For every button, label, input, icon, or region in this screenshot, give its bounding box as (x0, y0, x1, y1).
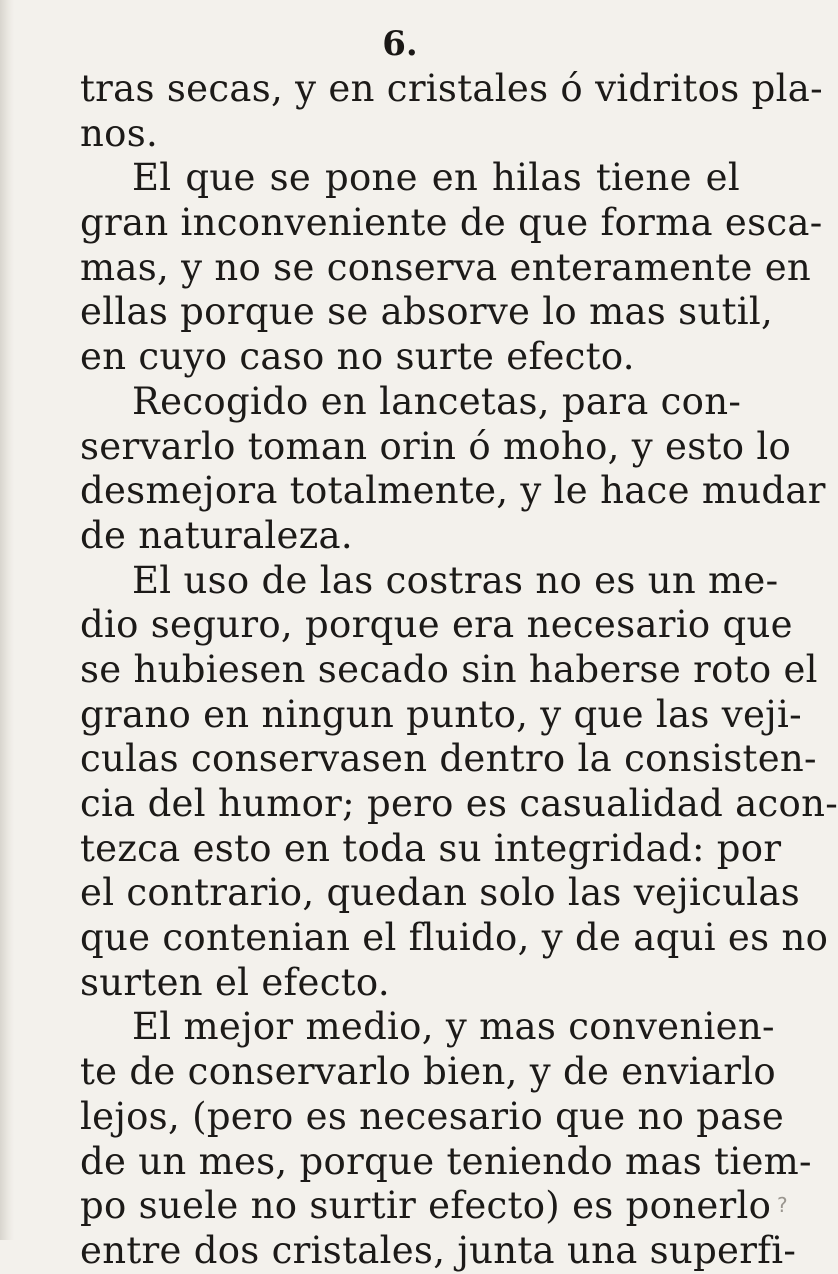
margin-mark: ? (777, 1193, 788, 1217)
text-line: dio seguro, porque era necesario que (80, 603, 793, 647)
text-line: te de conservarlo bien, y de enviarlo (80, 1050, 776, 1094)
text-line: cia del humor; pero es casualidad acon- (80, 782, 838, 825)
text-line: tras secas, y en cristales ó vidritos pla- (80, 67, 823, 110)
text-line: gran inconveniente de que forma esca- (80, 201, 823, 245)
paragraph-start-line: El mejor medio, y mas convenien- (132, 1005, 775, 1049)
body-text (80, 67, 838, 1274)
text-line: entre dos cristales, junta una superfi- (80, 1228, 797, 1272)
text-line: desmejora totalmente, y le hace mudar (80, 469, 826, 513)
text-line: culas conservasen dentro la consisten- (80, 737, 817, 781)
text-line: nos. (80, 111, 159, 155)
text-line: po suele no surtir efecto) es ponerlo (80, 1184, 772, 1228)
text-line: lejos, (pero es necesario que no pase (80, 1094, 785, 1138)
text-line: grano en ningun punto, y que las veji- (80, 692, 802, 736)
paragraph-start-line: Recogido en lancetas, para con- (132, 379, 742, 423)
text-line: se hubiesen secado sin haberse roto el (80, 647, 818, 691)
text-line: el contrario, quedan solo las vejiculas (80, 871, 801, 915)
text-line: de naturaleza. (80, 513, 353, 557)
paragraph-start-line: El que se pone en hilas tiene el (132, 156, 740, 200)
text-line: que contenian el fluido, y de aqui es no (80, 916, 829, 960)
text-line: de un mes, porque teniendo mas tiem- (80, 1139, 812, 1183)
text-line: en cuyo caso no surte efecto. (80, 335, 635, 379)
text-line: tezca esto en toda su integridad: por (80, 826, 782, 870)
text-line: mas, y no se conserva enteramente en (80, 245, 812, 289)
page-number: 6. (382, 24, 418, 64)
text-line: surten el efecto. (80, 960, 390, 1004)
paragraph-start-line: El uso de las costras no es un me- (132, 558, 779, 602)
page-edge-shadow (0, 0, 14, 1240)
text-line: servarlo toman orin ó moho, y esto lo (80, 424, 792, 468)
text-line: ellas porque se absorve lo mas sutil, (80, 290, 774, 334)
